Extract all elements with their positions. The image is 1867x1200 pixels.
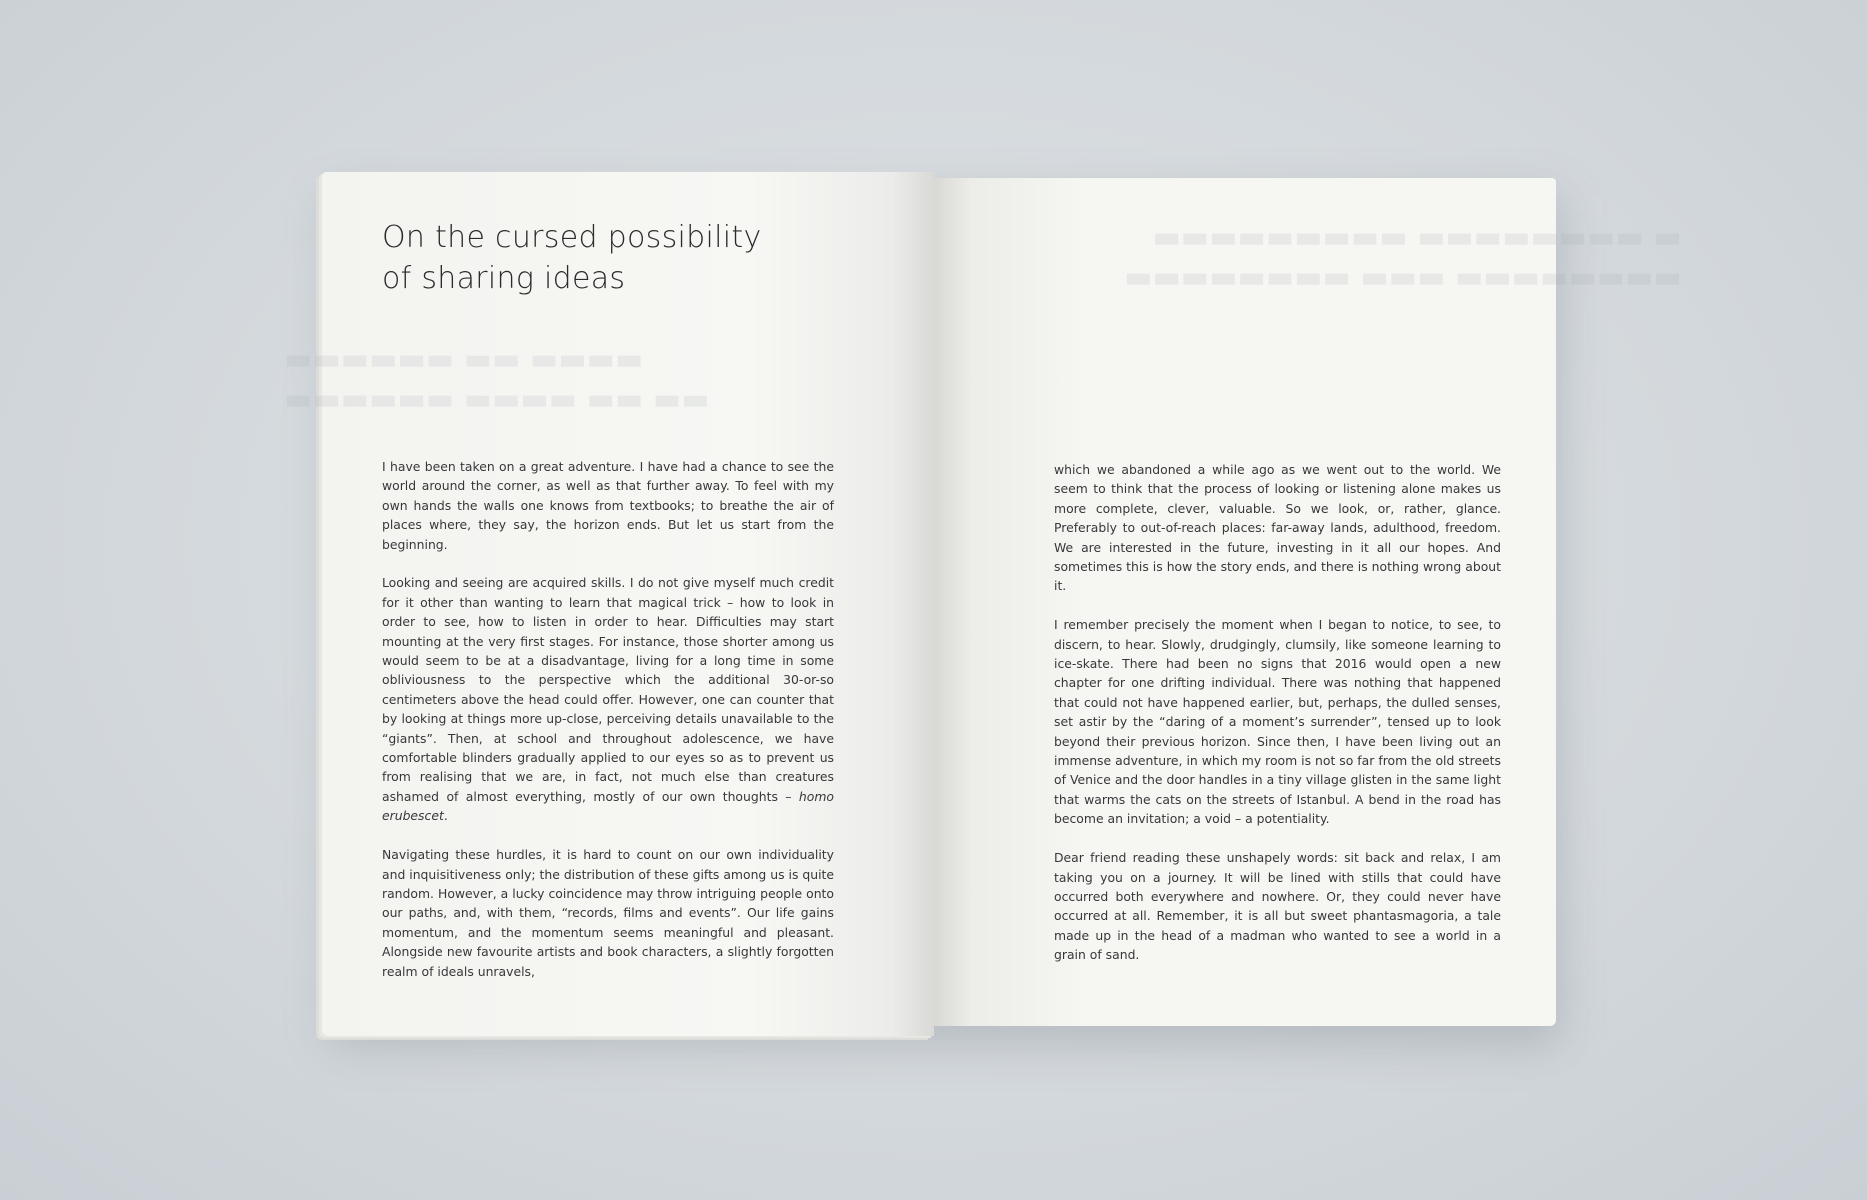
title-line-2: of sharing ideas bbox=[382, 261, 626, 296]
italic-phrase: homo erubescet bbox=[382, 788, 834, 824]
paragraph: I have been taken on a great adventure. I have had a chance to see the world around the corner, as well as that further away. To feel with my own hands the walls one knows from textbooks; to breathe the air of places where, they say, the horizon ends. But let us start from the beginning. bbox=[382, 459, 834, 552]
show-through-text: ▬ ▬▬▬▬▬▬▬▬ ▬▬▬▬▬▬▬▬▬ ▬▬▬▬▬▬▬▬ ▬▬▬ ▬▬▬▬▬▬▬▬ bbox=[1124, 220, 1682, 295]
right-page bbox=[934, 178, 1682, 1026]
show-through-text: ▬▬▬▬ ▬▬ ▬▬▬▬▬▬ ▬▬ ▬▬ ▬▬▬▬ ▬▬▬▬▬▬ bbox=[283, 342, 709, 417]
left-text-column bbox=[382, 457, 834, 1000]
page-title bbox=[382, 217, 762, 299]
paragraph: which we abandoned a while ago as we went out to the world. We seem to think that the process of looking or listening alone makes us more complete, clever, valuable. So we look, or, rather, glance. Preferably to out-of-reach places: far-away lands, adulthood, freedom. We are interested in the future, investing in it all our hopes. And sometimes this is how the story ends, and there is nothing wrong about it. bbox=[1054, 462, 1501, 594]
paragraph: I remember precisely the moment when I began to notice, to see, to discern, to hear. Slowly, drudgingly, clumsily, like someone learning to ice-skate. There had been no signs that 2016 would open a new chapter for one drifting individual. There was nothing that happened that could not have happened earlier, but, perhaps, the dulled senses, set astir by the “daring of a moment’s surrender”, tensed up to look beyond their previous horizon. Since then, I have been living out an immense adventure, in which my room is not so far from the old streets of Venice and the door handles in a tiny village glisten in the same light that warms the cats on the streets of Istanbul. A bend in the road has become an invitation; a void – a potentiality. bbox=[1054, 617, 1501, 827]
italic-suffix: . bbox=[443, 808, 448, 824]
right-text-column bbox=[1054, 460, 1501, 984]
paragraph-text: Looking and seeing are acquired skills. I do not give myself much credit for it other than wanting to learn that magical trick – how to look in order to see, how to listen in order to hear. Difficulties may start mounting at the very first stages. For instance, those shorter among us would seem to be at a disadvantage, living for a long time in some obliviousness to the perspective which the additional 30-or-so centimeters above the head could offer. However, one can counter that by looking at things more up-close, perceiving details unavailable to the “giants”. Then, at school and throughout adolescence, we have comfortable blinders gradually applied to our eyes so as to prevent us from realising that we are, in fact, not much else than creatures ashamed of almost everything, mostly of our own thoughts – bbox=[382, 575, 834, 804]
paragraph bbox=[382, 573, 834, 825]
paragraph: Dear friend reading these unshapely words: sit back and relax, I am taking you on a journey. It will be lined with stills that could have occurred both everywhere and nowhere. Or, they could never have occurred at all. Remember, it is all but sweet phantasmagoria, a tale made up in the head of a madman who wanted to see a world in a grain of sand. bbox=[1054, 850, 1501, 963]
title-line-1: On the cursed possibility bbox=[382, 220, 762, 255]
paragraph: Navigating these hurdles, it is hard to count on our own individuality and inquisitiveness only; the distribution of these gifts among us is quite random. However, a lucky coincidence may throw intriguing people onto our paths, and, with them, “records, films and events”. Our life gains momentum, and the momentum seems meaningful and pleasant. Alongside new favourite artists and book characters, a slightly forgotten realm of ideals unravels, bbox=[382, 847, 834, 979]
left-page bbox=[283, 172, 934, 1036]
